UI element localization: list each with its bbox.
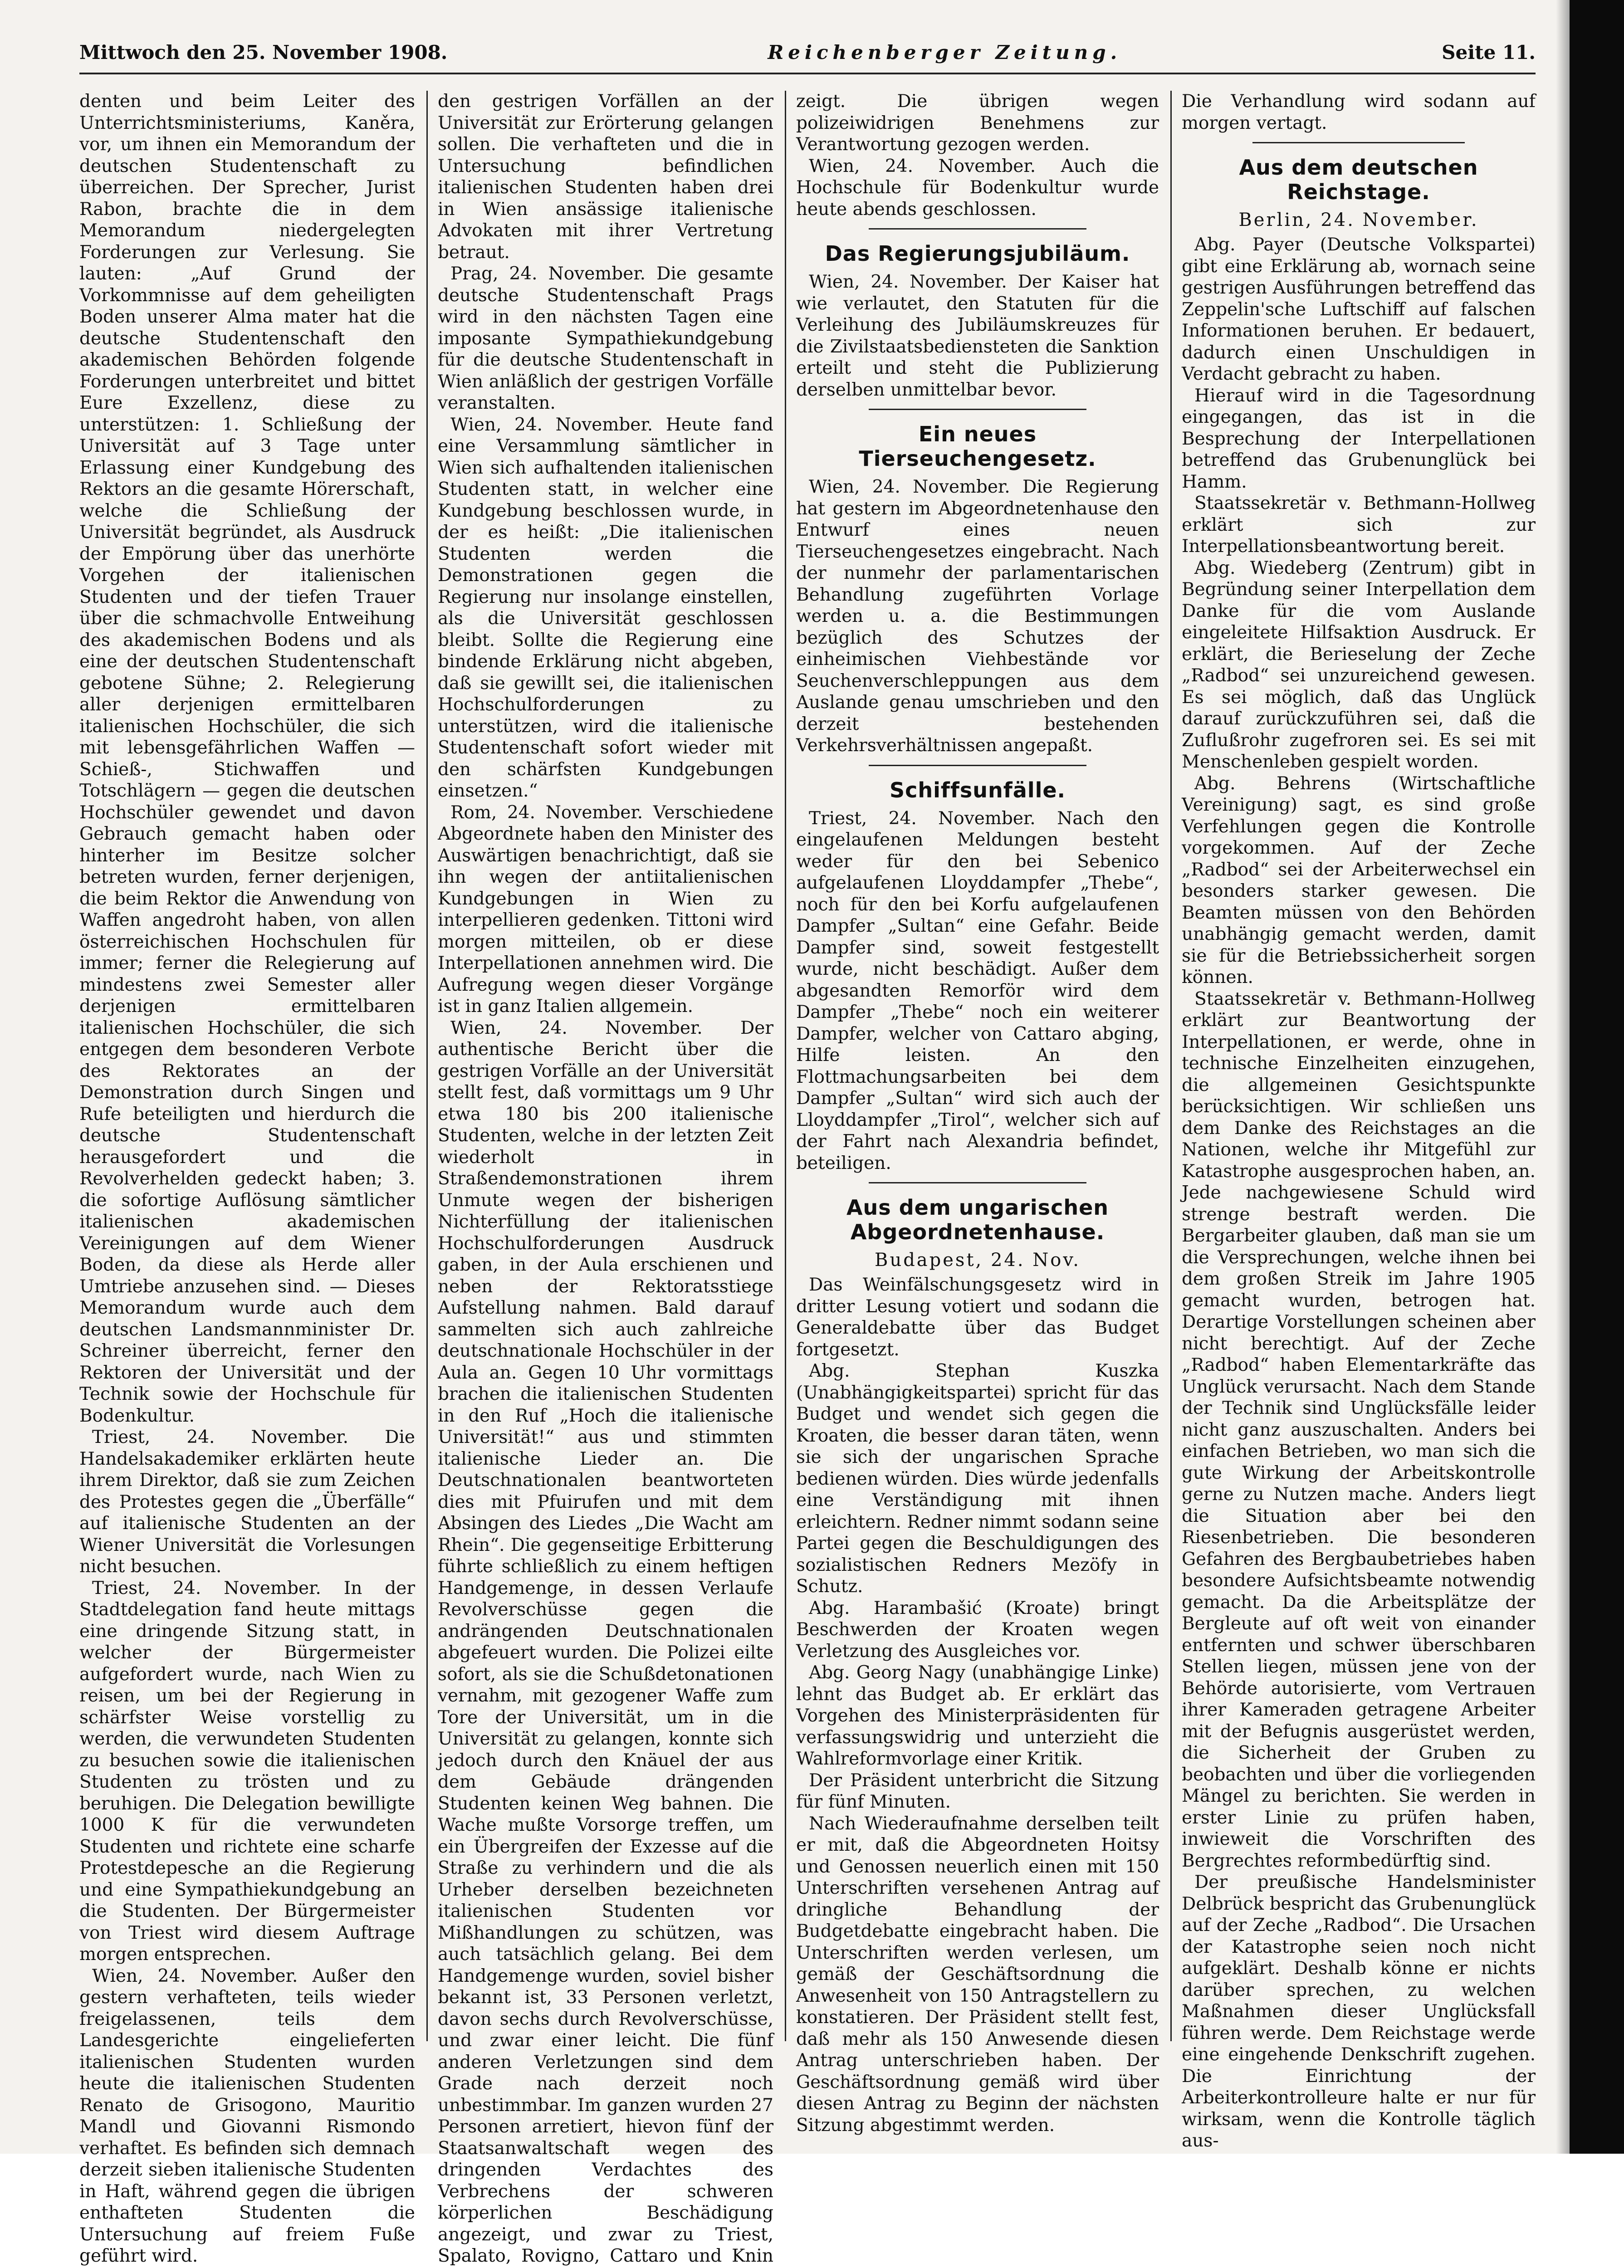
article-paragraph: Wien, 24. November. Die Regierung hat gestern im Abgeordnetenhause den Entwurf eines neuen Tierseuchengesetzes eingebracht. Nach der nunmehr der parlamentarischen Behandlung zugeführten Vorlage werden u. a. die Bestimmungen bezüglich des Schutzes der einheimischen Viehbestände vor Seuchenverschleppungen aus dem Auslande genau umschrieben und den derzeit bestehenden Verkehrsverhältnissen angepaßt.	[796, 476, 1159, 757]
section-divider	[869, 409, 1086, 410]
article-paragraph: Der Präsident unterbricht die Sitzung für fünf Minuten.	[796, 1770, 1159, 1813]
section-heading: Ein neues Tierseuchengesetz.	[796, 422, 1159, 471]
article-paragraph: den gestrigen Vorfällen an der Universität zur Erörterung gelangen sollen. Die verhafteten und die in Untersuchung befindlichen italienischen Studenten haben drei in Wien ansässige italienische Advokaten mit ihrer Vertretung betraut.	[438, 91, 773, 263]
column-3	[796, 91, 1159, 2123]
scan-border	[1570, 0, 1624, 2154]
header-page-number: Seite 11.	[1442, 41, 1536, 64]
section-divider	[1252, 142, 1465, 143]
article-paragraph: Wien, 24. November. Der Kaiser hat wie verlautet, den Statuten für die Verleihung des Jubiläumskreuzes für die Zivilstaatsbediensteten die Sanktion erteilt und steht die Publizierung derselben unmittelbar bevor.	[796, 271, 1159, 401]
article-paragraph: Triest, 24. November. Die Handelsakademiker erklärten heute ihrem Direktor, daß sie zum Zeichen des Protestes gegen die „Überfälle“ auf italienische Studenten an der Wiener Universität die Vorlesungen nicht besuchen.	[79, 1427, 415, 1578]
section-divider	[869, 228, 1086, 230]
column-2	[438, 91, 773, 2123]
article-paragraph: Abg. Wiedeberg (Zentrum) gibt in Begründung seiner Interpellation dem Danke für die vom Auslande eingeleitete Hilfsaktion Ausdruck. Er erklärt, die Berieselung der Zeche „Radbod“ sei unzureichend gewesen. Es sei möglich, daß das Unglück darauf zurückzuführen sei, daß die Zuflußrohr zugefroren sei. Es sei mit Menschenleben gespielt worden.	[1182, 557, 1536, 773]
article-paragraph: Abg. Harambašić (Kroate) bringt Beschwerden der Kroaten wegen Verletzung des Ausgleiches vor.	[796, 1598, 1159, 1662]
page-header	[79, 32, 1536, 74]
article-paragraph: Abg. Behrens (Wirtschaftliche Vereinigung) sagt, es sind große Verfehlungen gegen die Kontrolle vorgekommen. Auf der Zeche „Radbod“ sei der Arbeiterwechsel ein besonders starker gewesen. Die Beamten müssen von den Behörden unabhängig gemacht werden, damit sie für die Betriebssicherheit sorgen können.	[1182, 773, 1536, 988]
article-paragraph: Wien, 24. November. Außer den gestern verhafteten, teils wieder freigelassenen, teils dem Landesgerichte eingelieferten italienischen Studenten wurden heute die italienischen Studenten Renato de Grisogono, Mauritio Mandl und Giovanni Rismondo verhaftet. Es befinden sich demnach derzeit sieben italienische Studenten in Haft, während gegen die übrigen enthafteten Studenten die Untersuchung auf freiem Fuße geführt wird.	[79, 1965, 415, 2267]
article-paragraph: Staatssekretär v. Bethmann-Hollweg erklärt zur Beantwortung der Interpellationen, er werde, ohne in technische Einzelheiten einzugehen, die allgemeinen Gesichtspunkte berücksichtigen. Wir schließen uns dem Danke des Reichstages an die Nationen, welche ihr Mitgefühl zur Katastrophe ausgesprochen haben, an. Jede nachgewiesene Schuld wird strenge bestraft werden. Die Bergarbeiter glauben, daß man sie um die Versprechungen, welche ihnen bei dem großen Streik im Jahre 1905 gemacht wurden, betrogen hat. Derartige Vorstellungen scheinen aber nicht berechtigt. Auf der Zeche „Radbod“ haben Elementarkräfte das Unglück verursacht. Nach dem Stande der Technik sind Unglücksfälle leider nicht ganz auszuschalten. Anders bei einfachen Betrieben, wo man sich die gute Wirkung der Arbeitskontrolle gerne zu Nutzen mache. Anders liegt die Situation aber bei den Riesenbetrieben. Die besonderen Gefahren des Bergbaubetriebes haben besondere Aufsichtsbeamte notwendig gemacht. Da die Arbeitsplätze der Bergleute auf oft weit von einander entfernten und schwer überschbaren Stellen liegen, müssen jene von der Behörde autorisierte, vom Vertrauen ihrer Kameraden getragene Arbeiter mit der Befugnis ausgerüstet werden, die Sicherheit der Gruben zu beobachten und über die vorliegenden Mängel zu berichten. Sie werden in erster Linie zu prüfen haben, inwieweit die Vorschriften des Bergrechtes reformbedürftig sind.	[1182, 988, 1536, 1872]
header-masthead: Reichenberger Zeitung.	[768, 41, 1121, 64]
article-paragraph: Triest, 24. November. In der Stadtdelegation fand heute mittags eine dringende Sitzung statt, in welcher der Bürgermeister aufgefordert wurde, nach Wien zu reisen, um bei der Regierung in schärfster Weise vorstellig zu werden, die verwundeten Studenten zu besuchen sowie die italienischen Studenten zu trösten und zu beruhigen. Die Delegation bewilligte 1000 K für die verwundeten Studenten und richtete eine scharfe Protestdepesche an die Regierung und eine Sympathiekundgebung an die Studenten. Der Bürgermeister von Triest wird diesem Auftrage morgen entsprechen.	[79, 1578, 415, 1965]
article-paragraph: denten und beim Leiter des Unterrichtsministeriums, Kaněra, vor, um ihnen ein Memorandum der deutschen Studentenschaft zu überreichen. Der Sprecher, Jurist Rabon, brachte die in dem Memorandum niedergelegten Forderungen zur Verlesung. Sie lauten: „Auf Grund der Vorkommnisse auf dem geheiligten Boden unserer Alma mater hat die deutsche Studentenschaft den akademischen Behörden folgende Forderungen unterbreitet und bittet Eure Exzellenz, diese zu unterstützen: 1. Schließung der Universität auf 3 Tage unter Erlassung einer Kundgebung des Rektors an die gesamte Hörerschaft, welche die Schließung der Universität begründet, als Ausdruck der Empörung über das unerhörte Vorgehen der italienischen Studenten und der tiefen Trauer über die schmachvolle Entweihung des akademischen Bodens und als eine der deutschen Studentenschaft gebotene Sühne; 2. Relegierung aller derjenigen ermittelbaren italienischen Hochschüler, die sich mit lebensgefährlichen Waffen — Schieß-, Stichwaffen und Totschlägern — gegen die deutschen Hochschüler gewendet und davon Gebrauch gemacht haben oder hinterher im Besitze solcher betreten wurden, ferner derjenigen, die beim Rektor die Anwendung von Waffen angedroht haben, von allen österreichischen Hochschulen für immer; ferner die Relegierung auf mindestens zwei Semester aller derjenigen ermittelbaren italienischen Hochschüler, die sich entgegen dem besonderen Verbote des Rektorates an der Demonstration durch Singen und Rufe beteiligten und hierdurch die deutsche Studentenschaft herausgefordert und die Revolverhelden gedeckt haben; 3. die sofortige Auflösung sämtlicher italienischen akademischen Vereinigungen auf dem Wiener Boden, da diese als Herde aller Umtriebe anzusehen sind. — Dieses Memorandum wurde auch dem deutschen Landsmannminister Dr. Schreiner überreicht, ferner den Rektoren der Universität und der Technik sowie der Hochschule für Bodenkultur.	[79, 91, 415, 1427]
section-divider	[869, 1182, 1086, 1183]
article-paragraph: Wien, 24. November. Auch die Hochschule für Bodenkultur wurde heute abends geschlossen.	[796, 156, 1159, 220]
section-heading: Das Regierungsjubiläum.	[796, 241, 1159, 266]
article-paragraph: Wien, 24. November. Heute fand eine Versammlung sämtlicher in Wien sich aufhaltenden italienischen Studenten statt, in welcher eine Kundgebung beschlossen wurde, in der es heißt: „Die italienischen Studenten werden die Demonstrationen gegen die Regierung nur insolange einstellen, als die Universität geschlossen bleibt. Sollte die Regierung eine bindende Erklärung nicht abgeben, daß sie gewillt sei, die italienischen Hochschulforderungen zu unterstützen, wird die italienische Studentenschaft sofort wieder mit den schärfsten Kundgebungen einsetzen.“	[438, 414, 773, 802]
article-paragraph: Hierauf wird in die Tagesordnung eingegangen, das ist in die Besprechung der Interpellationen betreffend das Grubenunglück bei Hamm.	[1182, 385, 1536, 493]
section-heading: Aus dem deutschen Reichstage.	[1182, 155, 1536, 204]
article-paragraph: Wien, 24. November. Der authentische Bericht über die gestrigen Vorfälle an der Universität stellt fest, daß vormittags um 9 Uhr etwa 180 bis 200 italienische Studenten, welche in der letzten Zeit wiederholt in Straßendemonstrationen ihrem Unmute wegen der bisherigen Nichterfüllung der italienischen Hochschulforderungen Ausdruck gaben, in der Aula erschienen und neben der Rektoratsstiege Aufstellung nahmen. Bald darauf sammelten sich auch zahlreiche deutschnationale Hochschüler in der Aula an. Gegen 10 Uhr vormittags brachen die italienischen Studenten in den Ruf „Hoch die italienische Universität!“ aus und stimmten italienische Lieder an. Die Deutschnationalen beantworteten dies mit Pfuirufen und mit dem Absingen des Liedes „Die Wacht am Rhein“. Die gegenseitige Erbitterung führte schließlich zu einem heftigen Handgemenge, in dessen Verlaufe Revolverschüsse gegen die andrängenden Deutschnationalen abgefeuert wurden. Die Polizei eilte sofort, als sie die Schußdetonationen vernahm, mit gezogener Waffe zum Tore der Universität, um in die Universität zu gelangen, konnte sich jedoch durch den Knäuel der aus dem Gebäude drängenden Studenten keinen Weg bahnen. Die Wache mußte Vorsorge treffen, um ein Übergreifen der Exzesse auf die Straße zu verhindern und die als Urheber derselben bezeichneten italienischen Studenten vor Mißhandlungen zu schützen, was auch tatsächlich gelang. Bei dem Handgemenge wurden, soviel bisher bekannt ist, 33 Personen verletzt, davon sechs durch Revolverschüsse, und zwar einer leicht. Die fünf anderen Verletzungen sind dem Grade nach derzeit noch unbestimmbar. Im ganzen wurden 27 Personen arretiert, hievon fünf der Staatsanwaltschaft wegen des dringenden Verdachtes des Verbrechens der schweren körperlichen Beschädigung angezeigt, und zwar zu Triest, Spalato, Rovigno, Cattaro und Knin	[438, 1017, 773, 2268]
section-heading: Aus dem ungarischen Abgeordnetenhause.	[796, 1195, 1159, 1244]
article-columns	[79, 91, 1536, 2132]
article-paragraph: Der preußische Handelsminister Delbrück bespricht das Grubenunglück auf der Zeche „Radbod“. Die Ursachen der Katastrophe seien noch nicht aufgeklärt. Deshalb könne er nichts darüber sprechen, zu welchen Maßnahmen dieser Unglücksfall führen werde. Dem Reichstage werde eine eingehende Denkschrift zugehen. Die Einrichtung der Arbeiterkontrolleure halte er nur für wirksam, wenn die Kontrolle täglich aus-	[1182, 1872, 1536, 2152]
article-paragraph: Rom, 24. November. Verschiedene Abgeordnete haben den Minister des Auswärtigen benachrichtigt, daß sie ihn wegen der antiitalienischen Kundgebungen in Wien zu interpellieren gedenken. Tittoni wird morgen mitteilen, ob er diese Interpellationen annehmen wird. Die Aufregung wegen dieser Vorgänge ist in ganz Italien allgemein.	[438, 802, 773, 1017]
article-paragraph: Abg. Payer (Deutsche Volkspartei) gibt eine Erklärung ab, wornach seine gestrigen Ausführungen betreffend das Zeppelin'sche Luftschiff auf falschen Informationen beruhen. Er bedauert, dadurch einen Unschuldigen in Verdacht gebracht zu haben.	[1182, 234, 1536, 385]
section-divider	[869, 765, 1086, 766]
header-date: Mittwoch den 25. November 1908.	[79, 41, 447, 64]
article-paragraph: Nach Wiederaufnahme derselben teilt er mit, daß die Abgeordneten Hoitsy und Genossen neuerlich einen mit 150 Unterschriften versehenen Antrag auf dringliche Behandlung der Budgetdebatte eingebracht haben. Die Unterschriften werden verlesen, um gemäß der Geschäftsordnung die Anwesenheit von 150 Antragstellern zu konstatieren. Der Präsident stellt fest, daß mehr als 150 Anwesende diesen Antrag unterschrieben haben. Der Geschäftsordnung gemäß wird über diesen Antrag zu Beginn der nächsten Sitzung abgestimmt werden.	[796, 1813, 1159, 2136]
column-4	[1182, 91, 1536, 2123]
article-paragraph: Triest, 24. November. Nach den eingelaufenen Meldungen besteht weder für den bei Sebenico aufgelaufenen Lloyddampfer „Thebe“, noch für den bei Korfu aufgelaufenen Dampfer „Sultan“ eine Gefahr. Beide Dampfer sind, soweit festgestellt wurde, nicht beschädigt. Außer dem abgesandten Remorför wird dem Dampfer „Thebe“ noch ein weiterer Dampfer, welcher von Cattaro abging, Hilfe leisten. An den Flottmachungsarbeiten bei dem Dampfer „Sultan“ wird sich auch der Lloyddampfer „Tirol“, welcher sich auf der Fahrt nach Alexandria befindet, beteiligen.	[796, 808, 1159, 1174]
dateline: Berlin, 24. November.	[1182, 210, 1536, 230]
article-paragraph: Staatssekretär v. Bethmann-Hollweg erklärt sich zur Interpellationsbeantwortung bereit.	[1182, 493, 1536, 557]
article-paragraph: Das Weinfälschungsgesetz wird in dritter Lesung votiert und sodann die Generaldebatte über das Budget fortgesetzt.	[796, 1274, 1159, 1360]
article-paragraph: Abg. Georg Nagy (unabhängige Linke) lehnt das Budget ab. Er erklärt das Vorgehen des Ministerpräsidenten für verfassungswidrig und unterzieht die Wahlreformvorlage einer Kritik.	[796, 1662, 1159, 1770]
dateline: Budapest, 24. Nov.	[796, 1250, 1159, 1271]
article-paragraph: Prag, 24. November. Die gesamte deutsche Studentenschaft Prags wird in den nächsten Tagen eine imposante Sympathiekundgebung für die deutsche Studentenschaft in Wien anläßlich der gestrigen Vorfälle veranstalten.	[438, 263, 773, 414]
article-paragraph: Abg. Stephan Kuszka (Unabhängigkeitspartei) spricht für das Budget und wendet sich gegen die Kroaten, die besser daran täten, wenn sie sich der ungarischen Sprache bedienen würden. Dies würde jedenfalls eine Verständigung mit ihnen erleichtern. Redner nimmt sodann seine Partei gegen die Beschuldigungen des sozialistischen Redners Mezöfy in Schutz.	[796, 1360, 1159, 1598]
column-1	[79, 91, 415, 2123]
scan-shadow	[1556, 0, 1570, 2154]
article-paragraph: Die Verhandlung wird sodann auf morgen vertagt.	[1182, 91, 1536, 134]
article-paragraph: zeigt. Die übrigen wegen polizeiwidrigen Benehmens zur Verantwortung gezogen werden.	[796, 91, 1159, 156]
section-heading: Schiffsunfälle.	[796, 778, 1159, 802]
